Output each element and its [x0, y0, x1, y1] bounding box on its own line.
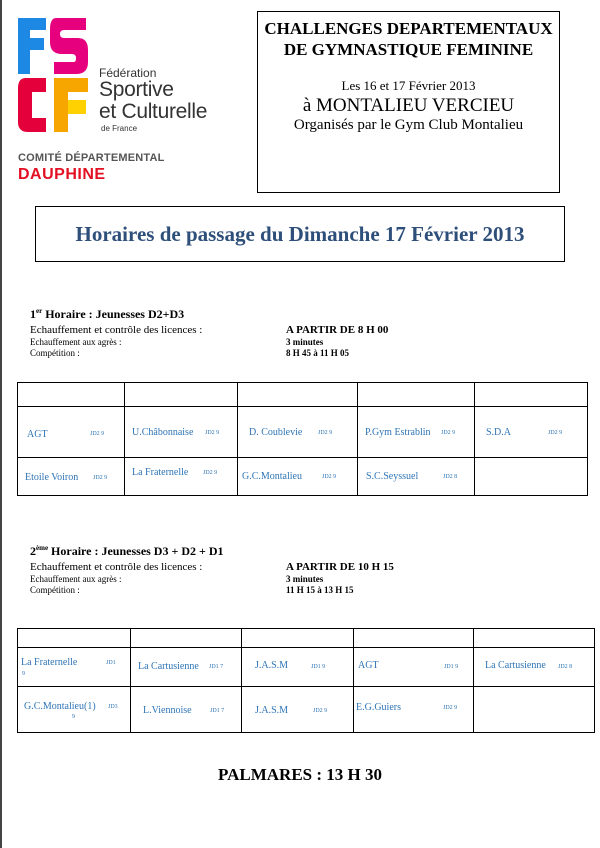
apparatus-label: Echauffement aux agrès :: [30, 337, 122, 347]
team-cell: La Fraternelle JD2 9: [125, 458, 238, 496]
team-cell: G.C.Montalieu JD2 9: [238, 458, 358, 496]
team-cell: [474, 687, 595, 733]
horaire-2-table: [17, 628, 595, 733]
table-row: [18, 648, 595, 687]
logo-text-sportive: Sportive: [99, 78, 174, 101]
team-cell: J.A.S.M JD1 9: [242, 648, 354, 687]
competition-label: Compétition :: [30, 585, 80, 595]
horaire-1-apparatus: [30, 337, 590, 348]
team-cell: La Cartusienne JD1 7: [131, 648, 242, 687]
event-title-box: [257, 11, 560, 193]
horaire-2-competition: [30, 585, 590, 596]
team-cell: G.C.Montalieu(1) JD3 9: [18, 687, 131, 733]
horaire-2-apparatus: [30, 574, 590, 585]
table-header-row: [18, 629, 595, 648]
team-cell: E.G.Guiers JD2 9: [354, 687, 474, 733]
schedule-title-box: [35, 206, 565, 262]
schedule-title: Horaires de passage du Dimanche 17 Février 2013: [75, 222, 525, 246]
team-cell: J.A.S.M JD2 9: [242, 687, 354, 733]
apparatus-label: Echauffement aux agrès :: [30, 574, 122, 584]
horaire-1-warmup: [30, 324, 590, 337]
page-border-left: [0, 0, 2, 848]
logo-region: DAUPHINE: [18, 166, 106, 183]
horaire-1-competition: [30, 348, 590, 359]
team-cell: AGT JD2 9: [18, 407, 125, 458]
warmup-label: Echauffement et contrôle des licences :: [30, 324, 203, 336]
table-header-row: [18, 383, 588, 407]
team-cell: S.C.Seyssuel JD2 8: [358, 458, 475, 496]
team-cell: L.Viennoise JD1 7: [131, 687, 242, 733]
team-cell: U.Châbonnaise JD2 9: [125, 407, 238, 458]
logo-text-federation: Fédération: [99, 66, 157, 80]
horaire-2-section: [30, 544, 590, 596]
team-cell: D. Coublevie JD2 9: [238, 407, 358, 458]
team-cell: AGT JD1 9: [354, 648, 474, 687]
fscf-logo: [16, 16, 246, 191]
team-cell: Etoile Voiron JD2 9: [18, 458, 125, 496]
warmup-value: A PARTIR DE 8 H 00: [286, 324, 389, 336]
horaire-1-heading: 1er Horaire : Jeunesses D2+D3: [30, 307, 185, 321]
logo-committee: COMITÉ DÉPARTEMENTAL: [18, 152, 165, 164]
event-title: CHALLENGES DEPARTEMENTAUX DE GYMNASTIQUE FEMININE: [264, 19, 553, 59]
competition-value: 11 H 15 à 13 H 15: [286, 585, 354, 595]
fscf-logo-mark: [16, 16, 96, 136]
warmup-value: A PARTIR DE 10 H 15: [286, 561, 394, 573]
horaire-1-table: [17, 382, 588, 496]
apparatus-value: 3 minutes: [286, 574, 324, 584]
competition-value: 8 H 45 à 11 H 05: [286, 348, 350, 358]
palmares-time: PALMARES : 13 H 30: [217, 765, 382, 784]
team-cell: [475, 458, 588, 496]
horaire-2-heading: 2ème Horaire : Jeunesses D3 + D2 + D1: [30, 544, 224, 558]
apparatus-value: 3 minutes: [286, 337, 324, 347]
team-cell: La Fraternelle JD1 9: [18, 648, 131, 687]
horaire-1-section: [30, 307, 590, 359]
logo-text-france: de France: [101, 124, 138, 133]
logo-text-culturelle: et Culturelle: [99, 100, 208, 123]
team-cell: La Cartusienne JD2 8: [474, 648, 595, 687]
table-row: [18, 458, 588, 496]
team-cell: P.Gym Estrablin JD2 9: [358, 407, 475, 458]
warmup-label: Echauffement et contrôle des licences :: [30, 561, 203, 573]
table-row: [18, 407, 588, 458]
table-row: [18, 687, 595, 733]
event-place: à MONTALIEU VERCIEU: [302, 95, 515, 116]
competition-label: Compétition :: [30, 348, 80, 358]
event-dates: Les 16 et 17 Février 2013: [341, 78, 476, 93]
event-organizer: Organisés par le Gym Club Montalieu: [293, 117, 524, 133]
team-cell: S.D.A JD2 9: [475, 407, 588, 458]
horaire-2-warmup: [30, 561, 590, 574]
